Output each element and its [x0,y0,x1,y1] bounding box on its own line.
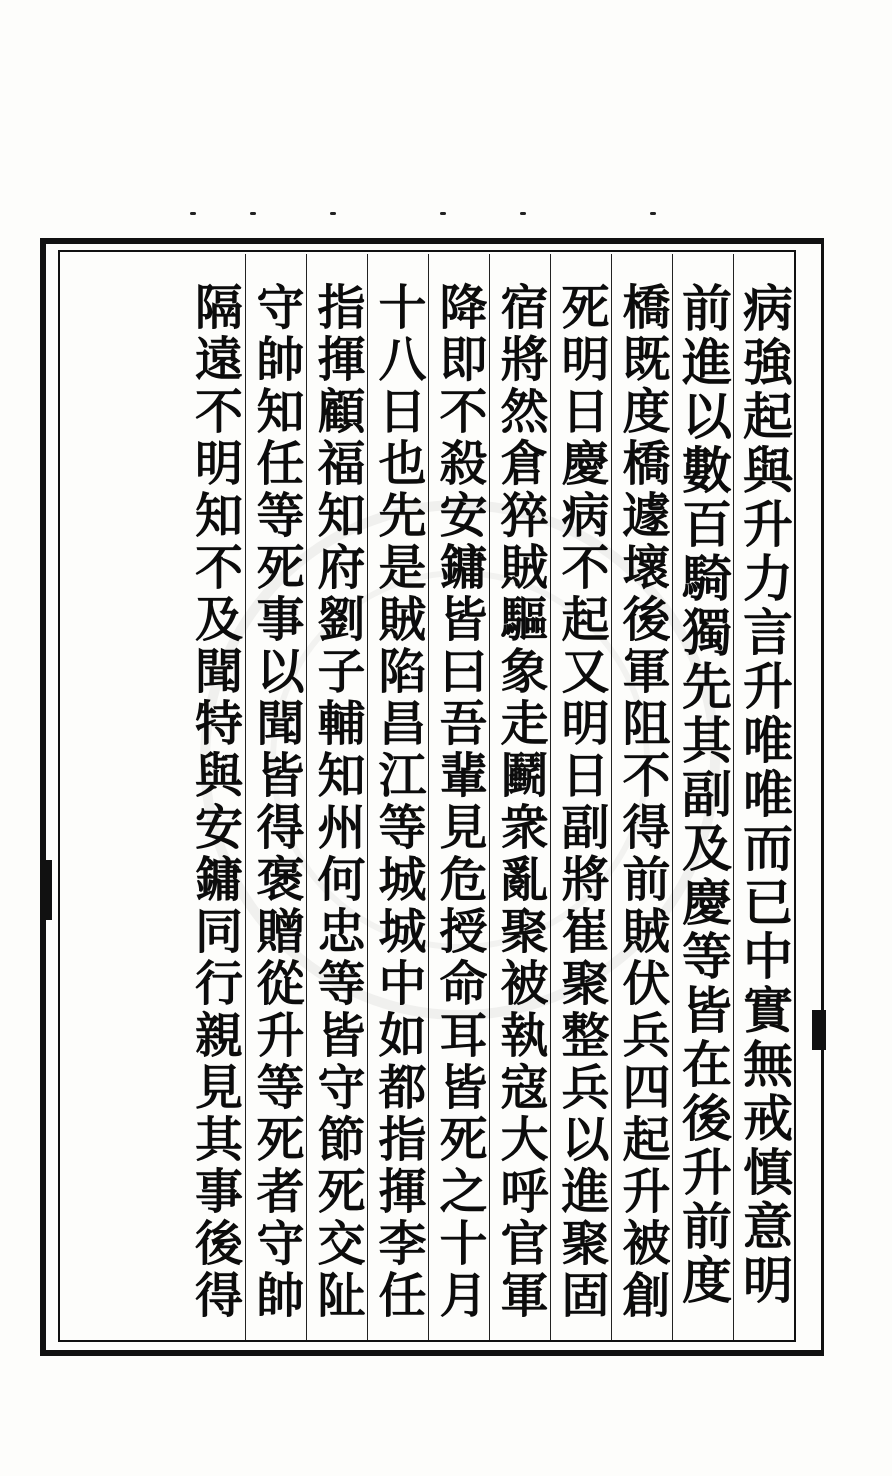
text-column-6 [428,254,489,1340]
column-text: 隔遠不明知不及聞特與安鏞同行親見其事後得 [186,282,243,1322]
column-text: 十八日也先是賊陷昌江等城城中如都指揮李任 [370,282,426,1322]
left-edge-mark [46,860,52,920]
column-text: 病強起與升力言升唯唯而已中實無戒慎意明 [735,282,794,1308]
column-text: 守帥知任等死事以聞皆得褒贈從升等死者守帥 [248,282,304,1322]
text-column-1 [733,254,794,1340]
text-column-5 [489,254,550,1340]
column-text: 橋既度橋遽壞後軍阻不得前賊伏兵四起升被創 [614,282,670,1322]
column-text: 指揮顧福知府劉子輔知州何忠等皆守節死交阯 [309,282,365,1322]
text-column-8 [306,254,367,1340]
text-column-2 [672,254,733,1340]
text-columns [62,254,794,1340]
column-text: 前進以數百騎獨先其副及慶等皆在後升前度 [674,282,733,1308]
column-text: 死明日慶病不起又明日副將崔聚整兵以進聚固 [553,282,609,1322]
right-edge-mark [812,1010,826,1050]
text-column-3 [611,254,672,1340]
column-text: 宿將然倉猝賊驅象走鬬衆亂聚被執寇大呼官軍 [492,282,548,1322]
top-edge-specks [180,212,700,230]
text-column-9 [245,254,306,1340]
text-column-10 [184,254,245,1340]
text-column-7 [367,254,428,1340]
text-column-4 [550,254,611,1340]
column-text: 降即不殺安鏞皆曰吾輩見危授命耳皆死之十月 [431,282,487,1322]
